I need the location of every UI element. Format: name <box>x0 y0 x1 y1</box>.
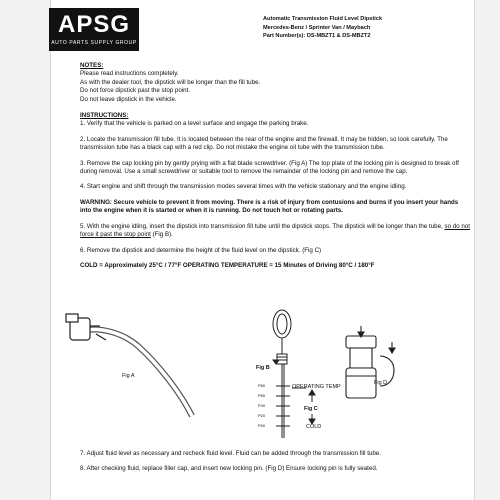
step-5-underlined: so do not force it past the stop point <box>80 222 470 239</box>
temperature-definitions: COLD = Approximately 25°C / 77°F OPERATING TEMPERATURE = 15 Minutes of Driving 80°C / 180°F <box>80 261 375 269</box>
figure-illustrations <box>60 302 470 442</box>
step-6: 6. Remove the dipstick and determine the height of the fluid level on the dipstick. (Fig C) <box>80 246 322 254</box>
instructions-title: INSTRUCTIONS: <box>80 112 129 120</box>
fig-a-drawing <box>66 314 192 416</box>
note-line: Please read instructions completely. <box>80 70 179 78</box>
document-title: Automatic Transmission Fluid Level Dipstick <box>263 16 383 22</box>
step-4: 4. Start engine and shift through the transmission modes several times with the vehicle stationary and the engine idling. <box>80 183 407 191</box>
note-line: Do not force dipstick past the stop point. <box>80 87 191 95</box>
logo-tagline: AUTO PARTS SUPPLY GROUP <box>51 40 137 46</box>
scale-mark: P60 <box>258 393 266 398</box>
notes-title: NOTES: <box>80 62 104 69</box>
notes-section <box>80 62 470 104</box>
warning-text: WARNING: Secure vehicle to prevent it from moving. There is a risk of injury from contusions and burns if you insert your hands into the engine when it is started or when it is running. Do not touch hot or rotating parts. <box>80 198 459 215</box>
fig-d-drawing <box>346 326 395 398</box>
operating-temp-label: OPERATING TEMP <box>292 384 341 390</box>
fig-a-label: Fig A <box>122 373 135 379</box>
fig-d-label: Fig D <box>374 380 388 386</box>
vehicle-list: Mercedes-Benz / Sprinter Van / Maybach <box>263 24 371 31</box>
step-5-text: 5. With the engine idling, insert the dipstick into transmission fill tube until the dipstick stops. The dipstick will be longer than the tube, <box>80 222 443 230</box>
note-line: As with the dealer tool, the dipstick will be longer than the fill tube. <box>80 78 261 86</box>
fig-b-dipstick-drawing <box>273 310 306 438</box>
scale-mark: P00 <box>258 423 266 428</box>
instruction-body <box>80 62 470 276</box>
apsg-logo <box>49 8 139 51</box>
fig-b-label: Fig B <box>256 365 270 371</box>
step-5 <box>80 223 470 240</box>
step-5-fig-ref: (Fig B). <box>152 231 173 239</box>
figure-drawings <box>60 302 470 442</box>
scale-mark: P80 <box>258 383 266 388</box>
step-7: 7. Adjust fluid level as necessary and recheck fluid level. Fluid can be added through the transmission fill tube. <box>80 450 381 457</box>
scale-mark: P40 <box>258 403 266 408</box>
step-8: 8. After checking fluid, replace filler cap, and insert new locking pin. (Fig D) Ensure locking pin is fully seated. <box>80 465 378 472</box>
step-1: 1. Verify that the vehicle is parked on a level surface and engage the parking brake. <box>80 120 309 128</box>
fig-c-label: Fig C <box>304 406 318 412</box>
part-numbers: Part Number(s): DS-MBZT1 & DS-MBZT2 <box>263 33 371 40</box>
step-2: 2. Locate the transmission fill tube. It is located between the rear of the engine and the firewall. It may be hidden, so look carefully. The transmission tube has a black cap with a red clip. Do not mistake the engine oil tube with the transmission tube. <box>80 135 448 152</box>
cold-label: COLD <box>306 424 322 430</box>
step-3: 3. Remove the cap locking pin by gently prying with a flat blade screwdriver. (Fig A) The top plate of the locking pin is designed to break off during removal. Use a small screwdriver or suitable tool to remove the remainder of the locking pin and remove the cap. <box>80 159 459 176</box>
scale-mark: P20 <box>258 413 266 418</box>
document-header <box>263 15 463 41</box>
logo-brand: APSG <box>57 11 130 38</box>
note-line: Do not leave dipstick in the vehicle. <box>80 95 177 103</box>
